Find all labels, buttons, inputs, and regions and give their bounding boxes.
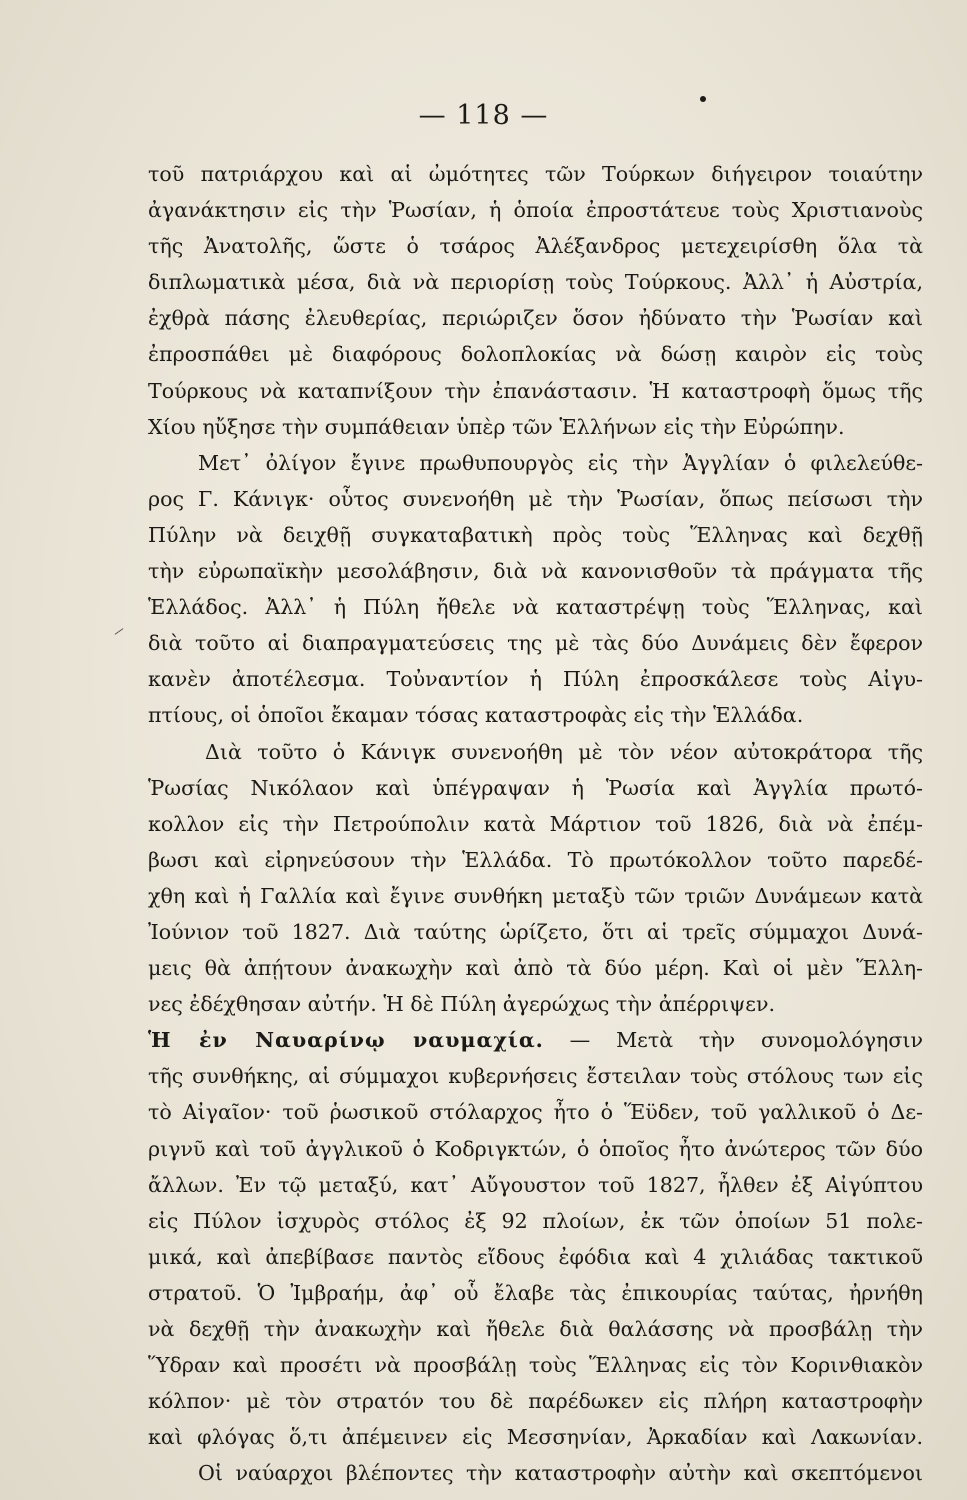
text-line: καὶ φλόγας ὅ,τι ἀπέμεινεν εἰς Μεσσηνίαν, Ἀρκαδίαν καὶ Λακωνίαν. <box>148 1425 923 1450</box>
text-line: ρος Γ. Κάνιγκ· οὗτος συνενοήθη μὲ τὴν Ῥωσίαν, ὅπως πείσωσι τὴν <box>148 486 923 511</box>
text-line: τὴν εὐρωπαϊκὴν μεσολάβησιν, διὰ νὰ κανονισθοῦν τὰ πράγματα τῆς <box>148 559 923 584</box>
text-line: Τούρκους νὰ καταπνίξουν τὴν ἐπανάστασιν. Ἡ καταστροφὴ ὅμως τῆς <box>148 378 923 403</box>
text-line: τοῦ πατριάρχου καὶ αἱ ὠμότητες τῶν Τούρκων διήγειρον τοιαύτην <box>148 162 923 186</box>
text-line: Ἰούνιον τοῦ 1827. Διὰ ταύτης ὡρίζετο, ὅτι αἱ τρεῖς σύμμαχοι Δυνά- <box>148 919 923 944</box>
text-line: πτίους, οἱ ὁποῖοι ἔκαμαν τόσας καταστροφὰς εἰς τὴν Ἑλλάδα. <box>148 703 804 728</box>
text-line: Ἑλλάδος. Ἀλλ᾽ ἡ Πύλη ἤθελε νὰ καταστρέψῃ τοὺς Ἕλληνας, καὶ <box>148 595 923 620</box>
text-line: εἰς Πύλον ἰσχυρὸς στόλος ἐξ 92 πλοίων, ἐκ τῶν ὁποίων 51 πολε- <box>148 1208 923 1233</box>
text-line: ἐπροσπάθει μὲ διαφόρους δολοπλοκίας νὰ δώσῃ καιρὸν εἰς τοὺς <box>148 342 923 367</box>
section-heading: Ἡ ἐν Ναυαρίνῳ ναυμαχία. <box>148 1028 544 1053</box>
text-line: ἀγανάκτησιν εἰς τὴν Ῥωσίαν, ἡ ὁποία ἐπροστάτευε τοὺς Χριστιανοὺς <box>148 198 923 223</box>
text-line: Χίου ηὔξησε τὴν συμπάθειαν ὑπὲρ τῶν Ἑλλήνων εἰς τὴν Εὐρώπην. <box>148 414 845 439</box>
ink-dot <box>700 96 706 102</box>
text-line: κανὲν ἀποτέλεσμα. Τοὐναντίον ἡ Πύλη ἐπροσκάλεσε τοὺς Αἰγυ- <box>148 667 923 692</box>
text-line: Οἱ ναύαρχοι βλέποντες τὴν καταστροφὴν αὐτὴν καὶ σκεπτόμενοι <box>198 1461 923 1486</box>
text-line: νὰ δεχθῇ τὴν ἀνακωχὴν καὶ ἤθελε διὰ θαλάσσης νὰ προσβάλῃ τὴν <box>148 1317 923 1341</box>
text-line: ἐχθρὰ πάσης ἐλευθερίας, περιώριζεν ὅσον ἠδύνατο τὴν Ῥωσίαν καὶ <box>148 306 923 331</box>
margin-mark <box>115 628 124 635</box>
text-line: Ῥωσίας Νικόλαον καὶ ὑπέγραψαν ἡ Ῥωσία καὶ Ἀγγλία πρωτό- <box>148 775 923 800</box>
text-line: Πύλην νὰ δειχθῇ συγκαταβατικὴ πρὸς τοὺς Ἕλληνας καὶ δεχθῇ <box>148 522 923 547</box>
text-line: νες ἐδέχθησαν αὐτήν. Ἡ δὲ Πύλη ἀγερώχως τὴν ἀπέρριψεν. <box>148 992 776 1017</box>
section-line <box>148 1022 923 1058</box>
text-line: κόλπον· μὲ τὸν στρατόν του δὲ παρέδωκεν εἰς πλήρη καταστροφὴν <box>148 1389 923 1414</box>
text-line: στρατοῦ. Ὁ Ἰμβραήμ, ἀφ᾽ οὗ ἔλαβε τὰς ἐπικουρίας ταύτας, ἠρνήθη <box>148 1280 923 1305</box>
section-line-rest: — Μετὰ τὴν συνομολόγησιν <box>569 1028 923 1053</box>
body-text <box>148 156 923 1491</box>
text-line: διπλωματικὰ μέσα, διὰ νὰ περιορίσῃ τοὺς Τούρκους. Ἀλλ᾽ ἡ Αὐστρία, <box>148 270 923 295</box>
page-number: — 118 — <box>418 100 549 131</box>
text-line: μικά, καὶ ἀπεβίβασε παντὸς εἴδους ἐφόδια καὶ 4 χιλιάδας τακτικοῦ <box>148 1244 923 1269</box>
text-line: διὰ τοῦτο αἱ διαπραγματεύσεις της μὲ τὰς δύο Δυνάμεις δὲν ἔφερον <box>148 631 923 656</box>
text-line: τῆς συνθήκης, αἱ σύμμαχοι κυβερνήσεις ἔστειλαν τοὺς στόλους των εἰς <box>148 1064 923 1089</box>
text-line: ριγνῦ καὶ τοῦ ἀγγλικοῦ ὁ Κοδριγκτών, ὁ ὁποῖος ἦτο ἀνώτερος τῶν δύο <box>148 1136 923 1161</box>
text-line: τῆς Ἀνατολῆς, ὥστε ὁ τσάρος Ἀλέξανδρος μετεχειρίσθη ὅλα τὰ <box>148 234 923 259</box>
text-line: χθη καὶ ἡ Γαλλία καὶ ἔγινε συνθήκη μεταξὺ τῶν τριῶν Δυνάμεων κατὰ <box>148 883 923 908</box>
text-line: τὸ Αἰγαῖον· τοῦ ῥωσικοῦ στόλαρχος ἦτο ὁ Ἕϋδεν, τοῦ γαλλικοῦ ὁ Δε- <box>148 1100 923 1125</box>
text-line: μεις θὰ ἀπῄτουν ἀνακωχὴν καὶ ἀπὸ τὰ δύο μέρη. Καὶ οἱ μὲν Ἕλλη- <box>148 956 923 981</box>
text-line: κολλον εἰς τὴν Πετρούπολιν κατὰ Μάρτιον τοῦ 1826, διὰ νὰ ἐπέμ- <box>148 811 923 836</box>
text-line: Ὕδραν καὶ προσέτι νὰ προσβάλῃ τοὺς Ἕλληνας εἰς τὸν Κορινθιακὸν <box>148 1353 923 1378</box>
text-line: Διὰ τοῦτο ὁ Κάνιγκ συνενοήθη μὲ τὸν νέον αὐτοκράτορα τῆς <box>205 739 923 764</box>
text-line: βωσι καὶ εἰρηνεύσουν τὴν Ἑλλάδα. Τὸ πρωτόκολλον τοῦτο παρεδέ- <box>148 847 923 872</box>
text-line: Μετ᾽ ὀλίγον ἔγινε πρωθυπουργὸς εἰς τὴν Ἀγγλίαν ὁ φιλελεύθε- <box>198 450 923 475</box>
text-line: ἄλλων. Ἐν τῷ μεταξύ, κατ᾽ Αὔγουστον τοῦ 1827, ἦλθεν ἐξ Αἰγύπτου <box>148 1172 923 1197</box>
